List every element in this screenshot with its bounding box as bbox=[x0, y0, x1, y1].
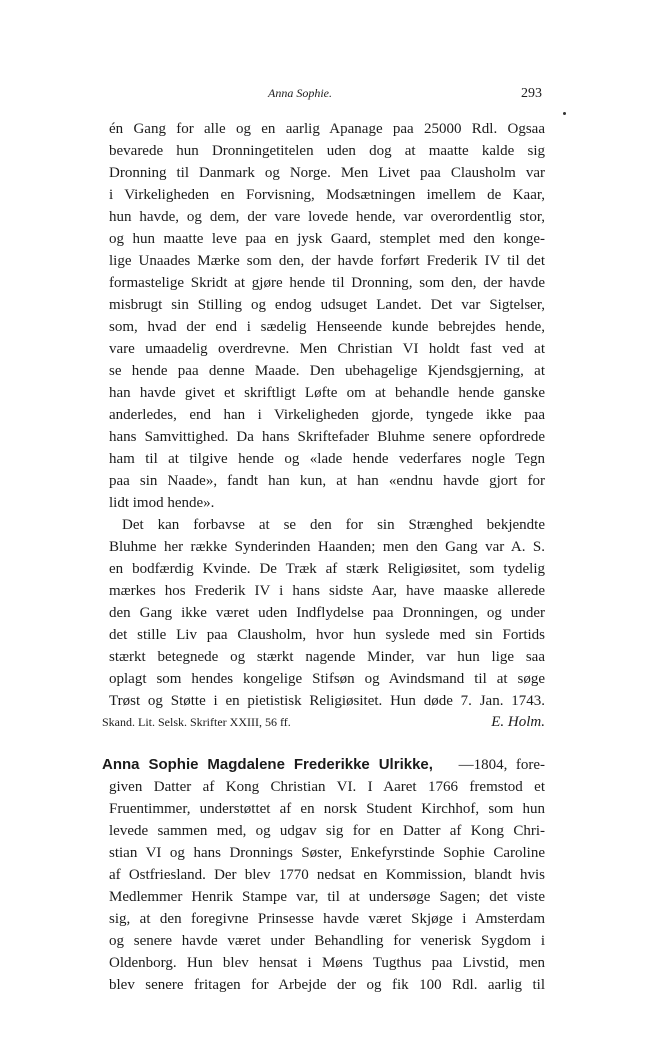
text-line: given Datter af Kong Christian VI. I Aaret 1766 fremstod et bbox=[109, 779, 545, 795]
text-line: han havde givet et skriftligt Løfte om at behandle hende ganske bbox=[109, 385, 545, 401]
entry-dates: —1804, fore- bbox=[458, 757, 545, 773]
text-line: Dronning til Danmark og Norge. Men Livet paa Clausholm var bbox=[109, 165, 545, 181]
text-line: anderledes, end han i Virkeligheden gjorde, tyngede ikke paa bbox=[109, 407, 545, 423]
text-line: se hende paa denne Maade. Den ubehagelige Kjendsgjerning, at bbox=[109, 363, 545, 379]
text-line: det stille Liv paa Clausholm, hvor hun syslede med sin Fortids bbox=[109, 627, 545, 643]
text-line: Medlemmer Henrik Stampe var, til at undersøge Sagen; det viste bbox=[109, 889, 545, 905]
running-title: Anna Sophie. bbox=[268, 86, 332, 100]
text-line: hun havde, og dem, der vare lovede hende, var overordentlig stor, bbox=[109, 209, 545, 225]
text-line: bevarede hun Dronningetitelen uden dog at maatte kalde sig bbox=[109, 143, 545, 159]
text-line: oplagt som hendes kongelige Stifsøn og Avindsmand til at søge bbox=[109, 671, 545, 687]
source-reference: Skand. Lit. Selsk. Skrifter XXIII, 56 ff. bbox=[102, 715, 291, 729]
author-signature: E. Holm. bbox=[491, 714, 545, 730]
text-line: misbrugt sin Stilling og endog udsuget Landet. Det var Sigtelser, bbox=[109, 297, 545, 313]
text-line: Bluhme her række Synderinden Haanden; men den Gang var A. S. bbox=[109, 539, 545, 555]
text-line: lige Unaades Mærke som den, der havde forført Frederik IV til det bbox=[109, 253, 545, 269]
text-line: Oldenborg. Hun blev hensat i Møens Tugthus paa Livstid, men bbox=[109, 955, 545, 971]
text-line: stærkt betegnede og stærkt nagende Minder, var hun lige saa bbox=[109, 649, 545, 665]
text-line: blev senere fritagen for Arbejde der og fik 100 Rdl. aarlig til bbox=[109, 977, 545, 993]
text-line: og senere havde været under Behandling for venerisk Sygdom i bbox=[109, 933, 545, 949]
stray-mark bbox=[563, 112, 566, 115]
entry-headline bbox=[102, 754, 545, 776]
text-line: lidt imod hende». bbox=[109, 495, 215, 511]
text-line: i Virkeligheden en Forvisning, Modsætningen imellem de Kaar, bbox=[109, 187, 545, 203]
text-line: en bodfærdig Kvinde. De Træk af stærk Religiøsitet, som tydelig bbox=[109, 561, 545, 577]
text-line: Det kan forbavse at se den for sin Strænghed bekjendte bbox=[122, 517, 545, 533]
text-line: den Gang ikke været uden Indflydelse paa Dronningen, og under bbox=[109, 605, 545, 621]
text-line: Fruentimmer, understøttet af en norsk Student Kirchhof, som hun bbox=[109, 801, 545, 817]
page-number: 293 bbox=[521, 86, 542, 101]
text-line: sig, at den foregivne Prinsesse havde været Skjøge i Amsterdam bbox=[109, 911, 545, 927]
text-line: én Gang for alle og en aarlig Apanage paa 25000 Rdl. Ogsaa bbox=[109, 121, 545, 137]
text-line: ham til at tilgive hende og «lade hende vederfares nogle Tegn bbox=[109, 451, 545, 467]
text-line: levede sammen med, og udgav sig for en Datter af Kong Chri- bbox=[109, 823, 545, 839]
text-line: paa sin Naade», fandt han kun, at han «endnu havde gjort for bbox=[109, 473, 545, 489]
text-line: som, hvad der end i sædelig Henseende kunde bebrejdes hende, bbox=[109, 319, 545, 335]
text-line: formastelige Skridt at gjøre hende til Dronning, som den, der havde bbox=[109, 275, 545, 291]
text-line: mærkes hos Frederik IV i hans sidste Aar, have maaske allerede bbox=[109, 583, 545, 599]
text-line: vare umaadelig overdrevne. Men Christian VI holdt fast ved at bbox=[109, 341, 545, 357]
text-line: hans Samvittighed. Da hans Skriftefader Bluhme senere opfordrede bbox=[109, 429, 545, 445]
text-line: stian VI og hans Dronnings Søster, Enkefyrstinde Sophie Caroline bbox=[109, 845, 545, 861]
text-line: Trøst og Støtte i en pietistisk Religiøsitet. Hun døde 7. Jan. 1743. bbox=[109, 693, 545, 709]
entry-footer bbox=[102, 712, 545, 732]
text-line: af Ostfriesland. Der blev 1770 nedsat en Kommission, blandt hvis bbox=[109, 867, 545, 883]
entry-name: Anna Sophie Magdalene Frederikke Ulrikke, bbox=[102, 756, 433, 773]
text-line: og hun maatte leve paa en jysk Gaard, stemplet med den konge- bbox=[109, 231, 545, 247]
